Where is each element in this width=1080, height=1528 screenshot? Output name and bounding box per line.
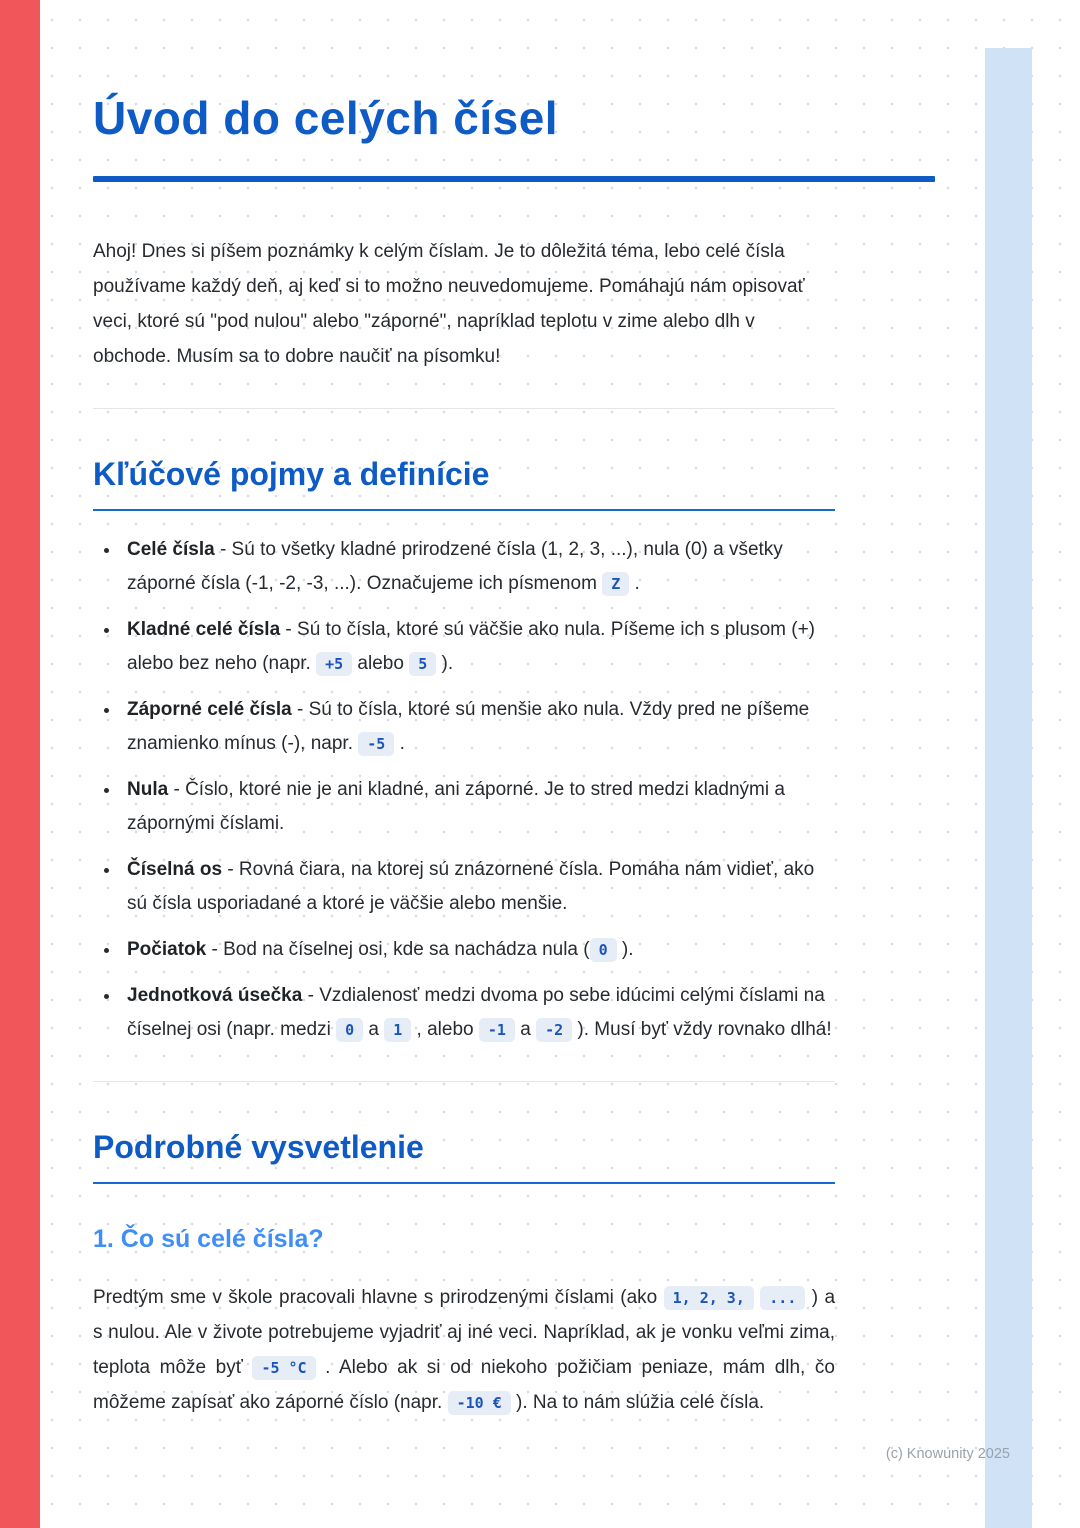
definitions-list <box>93 533 835 1047</box>
right-accent-stripe <box>985 48 1032 1528</box>
definition-item <box>121 853 835 921</box>
text-run: - Číslo, ktoré nie je ani kladné, ani záporné. Je to stred medzi kladnými a zápornými číslami. <box>127 779 785 834</box>
text-run: - Sú to čísla, ktoré sú menšie ako nula. Vždy pred ne píšeme znamienko mínus (-), napr. <box>127 699 810 754</box>
term-label: Počiatok <box>127 939 207 960</box>
left-accent-stripe <box>0 0 40 1528</box>
inline-code-chip: 5 <box>409 652 436 676</box>
text-run: ). Musí byť vždy rovnako dlhá! <box>572 1019 832 1040</box>
text-run: ). <box>436 653 454 674</box>
definition-item <box>121 533 835 601</box>
page-title: Úvod do celých čísel <box>93 92 559 144</box>
inline-code-chip: +5 <box>316 652 352 676</box>
term-label: Záporné celé čísla <box>127 699 292 720</box>
text-run: , alebo <box>411 1019 479 1040</box>
text-run: - Rovná čiara, na ktorej sú znázornené čísla. Pomáha nám vidieť, ako sú čísla usporiadané a ktoré je väčšie alebo menšie. <box>127 859 815 914</box>
term-label: Nula <box>127 779 169 800</box>
definition-item <box>121 773 835 841</box>
inline-code-chip: -1 <box>479 1018 515 1042</box>
section-heading-explanation: Podrobné vysvetlenie <box>93 1129 424 1165</box>
text-run: - Vzdialenosť medzi dvoma po sebe idúcimi celými číslami na číselnej osi (napr. medzi <box>127 985 825 1040</box>
text-run: - Bod na číselnej osi, kde sa nachádza nula ( <box>206 939 590 960</box>
text-run: ) a s nulou. Ale v živote potrebujeme vyjadriť aj iné veci. Napríklad, ak je vonku veľmi zima, teplota môže byť <box>93 1287 836 1378</box>
text-run: . Alebo ak si od niekoho požičiam peniaze, mám dlh, čo môžeme zapísať ako záporné číslo (napr. <box>93 1357 835 1413</box>
inline-code-chip: 0 <box>336 1018 363 1042</box>
inline-code-chip: -5 <box>358 732 394 756</box>
section-underline-rule <box>93 1182 835 1184</box>
text-run: - Sú to čísla, ktoré sú väčšie ako nula. Píšeme ich s plusom (+) alebo bez neho (napr. <box>127 619 816 674</box>
text-run: alebo <box>352 653 410 674</box>
text-run: - Sú to všetky kladné prirodzené čísla (1, 2, 3, ...), nula (0) a všetky záporné čísla (-1, -2, -3, ...). Označujeme ich písmenom <box>127 539 783 594</box>
inline-code-chip: ... <box>760 1286 805 1310</box>
definition-item <box>121 979 835 1047</box>
title-underline-rule <box>93 176 935 182</box>
explanation-paragraph <box>93 1280 835 1420</box>
document-content <box>93 0 835 1420</box>
text-run: . <box>629 573 640 594</box>
section-heading-key-terms: Kľúčové pojmy a definície <box>93 456 490 492</box>
definition-item <box>121 613 835 681</box>
copyright-footer: (c) Knowunity 2025 <box>885 1446 1010 1462</box>
term-label: Jednotková úsečka <box>127 985 303 1006</box>
term-label: Celé čísla <box>127 539 215 560</box>
inline-code-chip: -2 <box>536 1018 572 1042</box>
section-separator <box>93 408 835 409</box>
text-run: Predtým sme v škole pracovali hlavne s prirodzenými číslami (ako <box>93 1287 664 1308</box>
inline-code-chip: -10 € <box>448 1391 511 1415</box>
text-run: ). <box>616 939 634 960</box>
section-underline-rule <box>93 509 835 511</box>
definition-item <box>121 933 835 967</box>
term-label: Kladné celé čísla <box>127 619 281 640</box>
inline-code-chip: Z <box>602 572 629 596</box>
text-run: a <box>514 1019 537 1040</box>
text-run: . <box>394 733 405 754</box>
text-run: ). Na to nám slúžia celé čísla. <box>510 1392 765 1413</box>
term-label: Číselná os <box>127 859 223 880</box>
definition-item <box>121 693 835 761</box>
text-run: Ahoj! Dnes si píšem poznámky k celým číslam. Je to dôležitá téma, lebo celé čísla používame každý deň, aj keď si to možno neuvedomujeme. Pomáhajú nám opisovať veci, ktoré sú "pod nulou" alebo "záporné", napríklad teplotu v zime alebo dlh v obchode. Musím sa to dobre naučiť na písomku! <box>93 241 805 367</box>
inline-code-chip: 1, 2, 3, <box>664 1286 754 1310</box>
inline-code-chip: 0 <box>590 938 617 962</box>
inline-code-chip: -5 °C <box>252 1356 315 1380</box>
inline-code-chip: 1 <box>384 1018 411 1042</box>
section-separator <box>93 1081 835 1082</box>
text-run: a <box>363 1019 385 1040</box>
subsection-heading-what-are-integers: 1. Čo sú celé čísla? <box>93 1225 324 1253</box>
intro-paragraph <box>93 234 835 374</box>
